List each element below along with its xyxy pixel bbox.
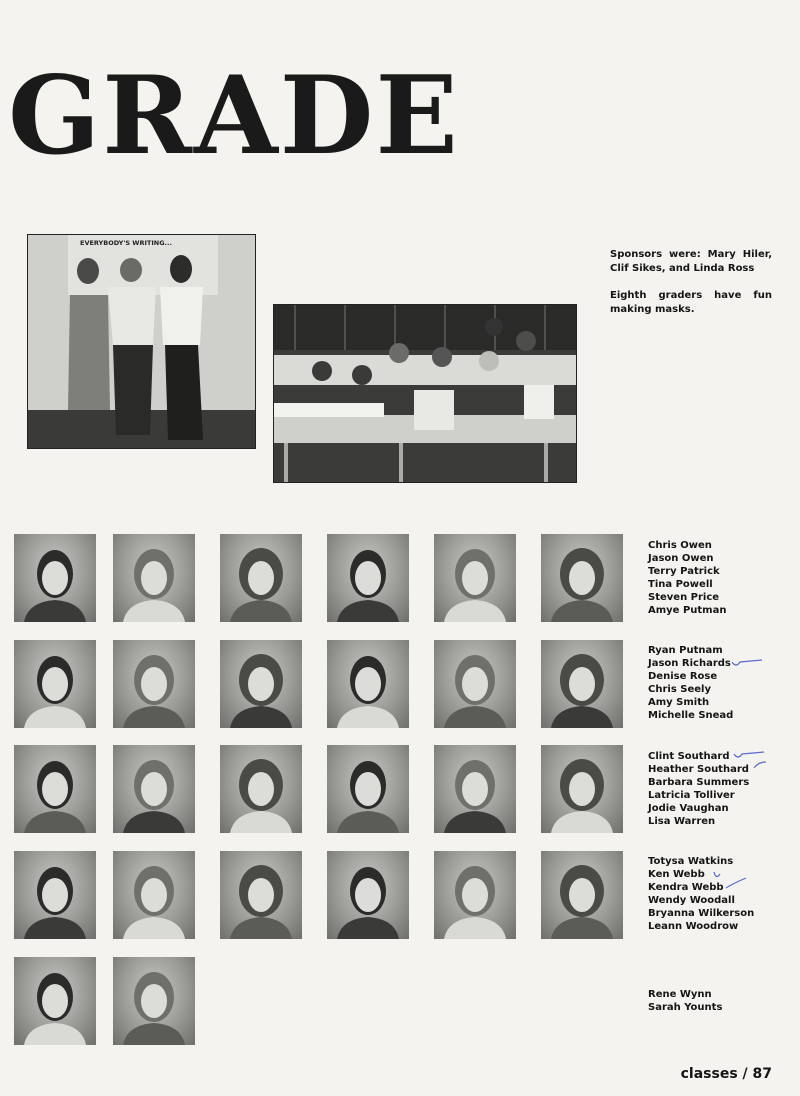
student-name: Tina Powell — [648, 579, 713, 590]
student-portrait — [327, 640, 409, 728]
student-name: Chris Owen — [648, 540, 712, 551]
name-list-row-2 — [648, 644, 733, 722]
student-name: Lisa Warren — [648, 816, 716, 827]
student-portrait — [113, 957, 195, 1045]
student-portrait — [541, 534, 623, 622]
student-name: Amye Putman — [648, 605, 727, 616]
student-portrait — [14, 745, 96, 833]
student-name: Sarah Younts — [648, 1002, 723, 1013]
student-name: Ken Webb — [648, 869, 705, 880]
pen-checkmark — [730, 748, 770, 774]
page-footer: classes / 87 — [680, 1066, 772, 1082]
student-portrait — [541, 851, 623, 939]
name-list-row-1 — [648, 539, 726, 617]
student-name: Chris Seely — [648, 684, 711, 695]
student-portrait — [327, 745, 409, 833]
student-portrait — [327, 534, 409, 622]
student-name: Denise Rose — [648, 671, 718, 682]
student-portrait — [220, 640, 302, 728]
student-portrait — [220, 851, 302, 939]
student-portrait — [14, 640, 96, 728]
student-name: Latricia Tolliver — [648, 790, 735, 801]
sponsors-photo — [27, 234, 256, 449]
student-name: Totysa Watkins — [648, 856, 734, 867]
student-portrait — [14, 851, 96, 939]
student-portrait — [113, 851, 195, 939]
student-portrait — [14, 534, 96, 622]
student-portrait — [113, 534, 195, 622]
masks-photo — [273, 304, 577, 483]
pen-checkmark — [710, 866, 750, 892]
student-name: Wendy Woodall — [648, 895, 735, 906]
student-portrait — [541, 640, 623, 728]
page-title: GRADE — [8, 53, 460, 179]
student-portrait — [220, 745, 302, 833]
student-portrait — [327, 851, 409, 939]
student-portrait — [434, 745, 516, 833]
poster-text: EVERYBODY'S WRITING... — [80, 239, 172, 247]
student-name: Heather Southard — [648, 764, 749, 775]
student-name: Rene Wynn — [648, 989, 712, 1000]
student-name: Kendra Webb — [648, 882, 724, 893]
name-list-row-5 — [648, 988, 722, 1014]
student-portrait — [14, 957, 96, 1045]
student-portrait — [434, 640, 516, 728]
student-name: Leann Woodrow — [648, 921, 739, 932]
student-name: Steven Price — [648, 592, 720, 603]
masks-caption: Eighth graders have fun making masks. — [610, 290, 772, 315]
student-name: Ryan Putnam — [648, 645, 723, 656]
student-portrait — [434, 534, 516, 622]
student-name: Michelle Snead — [648, 710, 734, 721]
student-portrait — [113, 745, 195, 833]
pen-checkmark — [730, 656, 766, 670]
student-name: Jason Owen — [648, 553, 714, 564]
student-name: Jason Richards — [648, 658, 731, 669]
student-name: Terry Patrick — [648, 566, 720, 577]
student-portrait — [113, 640, 195, 728]
student-portrait — [434, 851, 516, 939]
student-name: Clint Southard — [648, 751, 730, 762]
student-portrait — [220, 534, 302, 622]
sponsors-caption: Sponsors were: Mary Hiler, Clif Sikes, and Linda Ross — [610, 249, 772, 274]
student-portrait — [541, 745, 623, 833]
student-name: Bryanna Wilkerson — [648, 908, 755, 919]
student-name: Amy Smith — [648, 697, 710, 708]
student-name: Barbara Summers — [648, 777, 750, 788]
student-name: Jodie Vaughan — [648, 803, 729, 814]
